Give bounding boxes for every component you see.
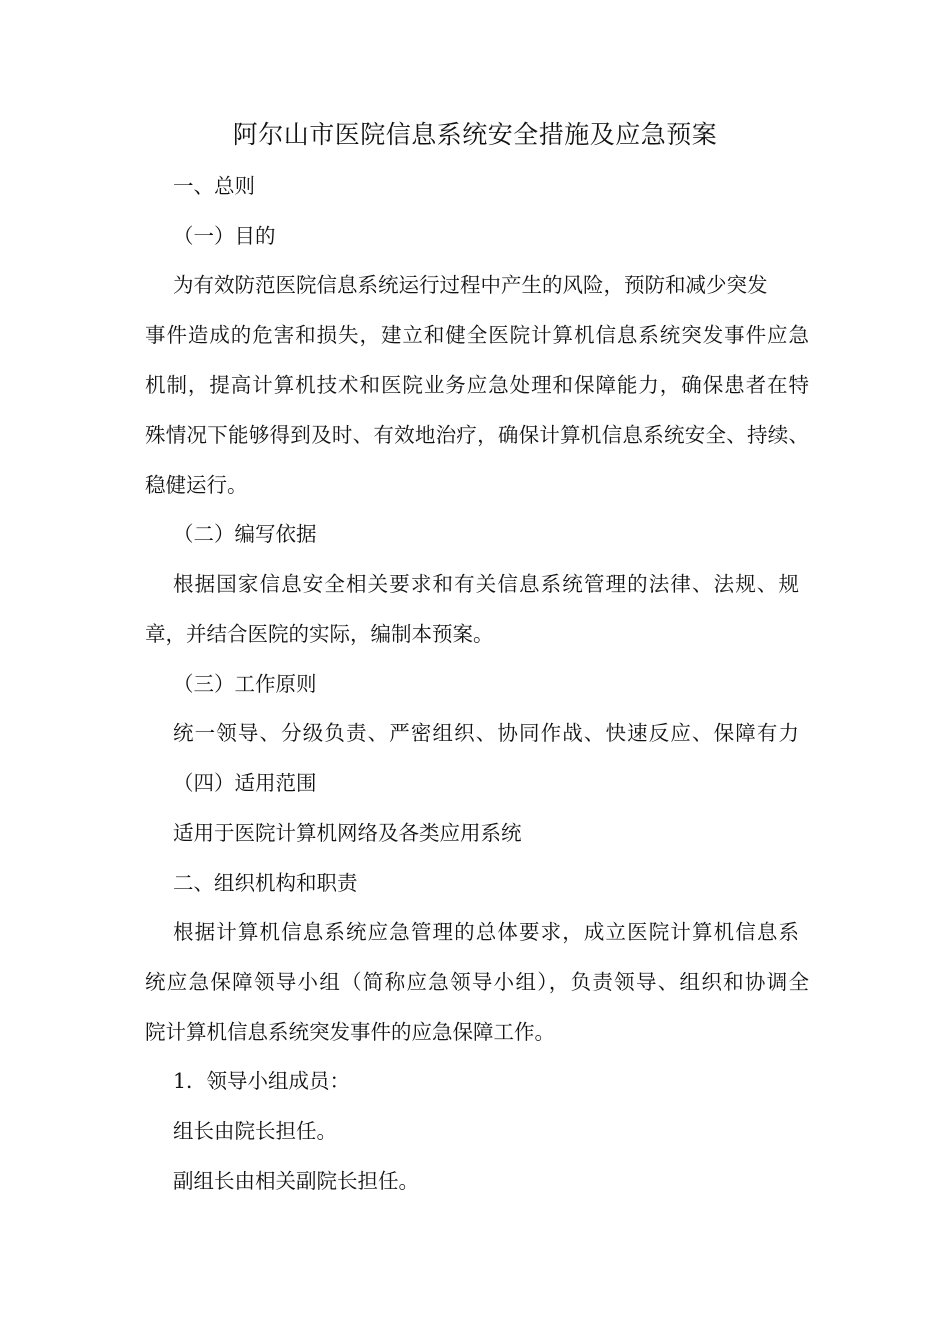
paragraph-line: 章，并结合医院的实际，编制本预案。: [145, 622, 494, 646]
section-heading-organization: 二、组织机构和职责: [173, 871, 358, 895]
list-item-heading: 1．领导小组成员：: [173, 1069, 351, 1093]
paragraph-line: 为有效防范医院信息系统运行过程中产生的风险，预防和减少突发: [173, 273, 768, 297]
subsection-heading-basis: （二）编写依据: [173, 522, 317, 546]
section-heading-general: 一、总则: [173, 174, 255, 198]
paragraph-line: 适用于医院计算机网络及各类应用系统: [173, 821, 522, 845]
paragraph-line: 组长由院长担任。: [173, 1119, 337, 1143]
document-title: 阿尔山市医院信息系统安全措施及应急预案: [232, 120, 718, 149]
subsection-heading-scope: （四）适用范围: [173, 771, 317, 795]
paragraph-line: 稳健运行。: [145, 473, 248, 497]
paragraph-line: 统应急保障领导小组（简称应急领导小组），负责领导、组织和协调全: [145, 970, 809, 994]
subsection-heading-purpose: （一）目的: [173, 224, 276, 248]
paragraph-line: 机制，提高计算机技术和医院业务应急处理和保障能力，确保患者在特: [145, 373, 809, 397]
paragraph-line: 副组长由相关副院长担任。: [173, 1169, 419, 1193]
paragraph-line: 根据国家信息安全相关要求和有关信息系统管理的法律、法规、规: [173, 572, 799, 596]
paragraph-line: 院计算机信息系统突发事件的应急保障工作。: [145, 1020, 555, 1044]
paragraph-line: 根据计算机信息系统应急管理的总体要求，成立医院计算机信息系: [173, 920, 799, 944]
paragraph-line: 统一领导、分级负责、严密组织、协同作战、快速反应、保障有力: [173, 721, 799, 745]
paragraph-line: 事件造成的危害和损失，建立和健全医院计算机信息系统突发事件应急: [145, 323, 809, 347]
subsection-heading-principles: （三）工作原则: [173, 672, 317, 696]
paragraph-line: 殊情况下能够得到及时、有效地治疗，确保计算机信息系统安全、持续、: [145, 423, 809, 447]
